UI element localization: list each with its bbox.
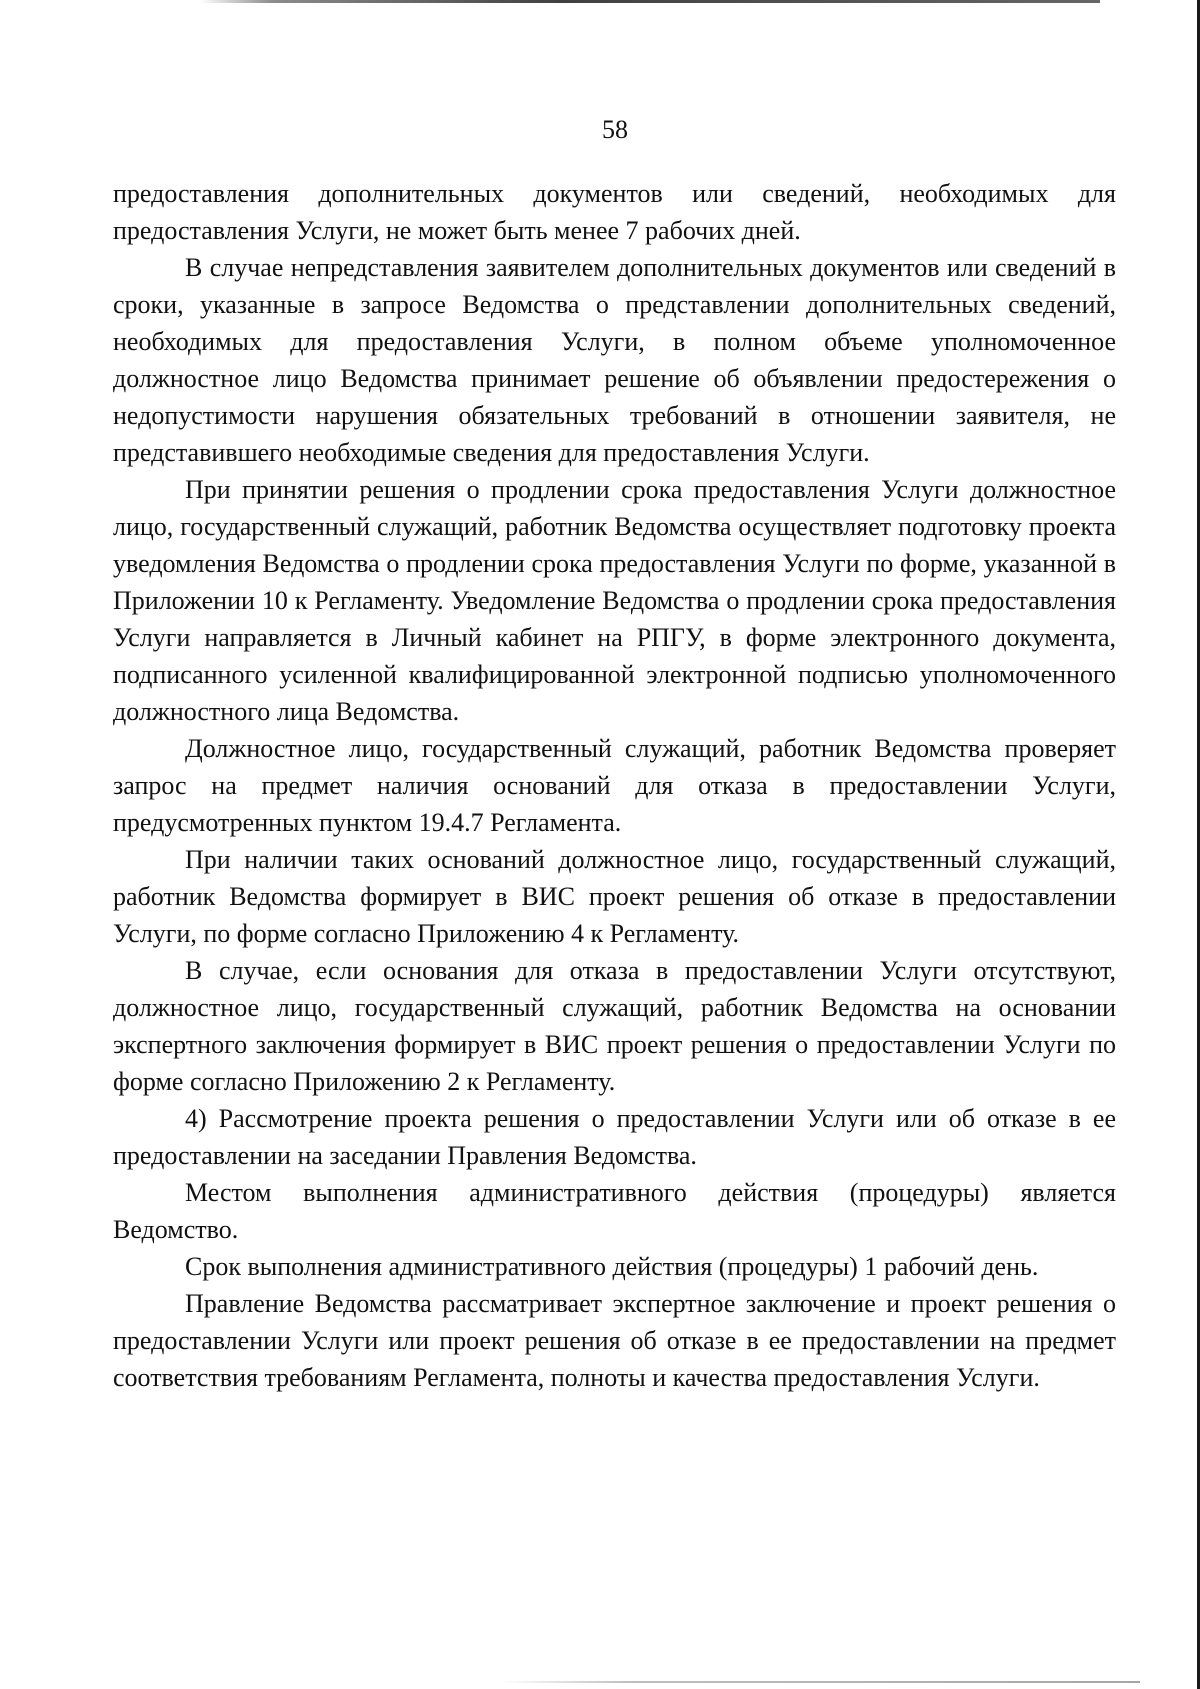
page-number: 58 [602, 115, 628, 144]
paragraph-6: В случае, если основания для отказа в предоставлении Услуги отсутствуют, должностное лицо, государственный служащий, работник Ведомства на основании экспертного заключения формирует в ВИС проект решения о предоставлении Услуги по форме согласно Приложению 2 к Регламенту. [113, 956, 1116, 1096]
document-body [113, 175, 1116, 1396]
paragraph-3: При принятии решения о продлении срока предоставления Услуги должностное лицо, государственный служащий, работник Ведомства осуществляет подготовку проекта уведомления Ведомства о продлении срока предоставления Услуги по форме, указанной в Приложении 10 к Регламенту. Уведомление Ведомства о продлении срока предоставления Услуги направляется в Личный кабинет на РПГУ, в форме электронного документа, подписанного усиленной квалифицированной электронной подписью уполномоченного должностного лица Ведомства. [113, 475, 1116, 726]
paragraph-8: Местом выполнения административного действия (процедуры) является Ведомство. [113, 1178, 1116, 1244]
scan-edge-top [200, 0, 1100, 3]
paragraph-7: 4) Рассмотрение проекта решения о предоставлении Услуги или об отказе в ее предоставлении на заседании Правления Ведомства. [113, 1104, 1116, 1170]
paragraph-5: При наличии таких оснований должностное лицо, государственный служащий, работник Ведомства формирует в ВИС проект решения об отказе в предоставлении Услуги, по форме согласно Приложению 4 к Регламенту. [113, 845, 1116, 948]
scan-edge-bottom [500, 1681, 1140, 1683]
paragraph-4: Должностное лицо, государственный служащий, работник Ведомства проверяет запрос на предмет наличия оснований для отказа в предоставлении Услуги, предусмотренных пунктом 19.4.7 Регламента. [113, 734, 1116, 837]
paragraph-10: Правление Ведомства рассматривает экспертное заключение и проект решения о предоставлении Услуги или проект решения об отказе в ее предоставлении на предмет соответствия требованиям Регламента, полноты и качества предоставления Услуги. [113, 1289, 1116, 1392]
paragraph-9: Срок выполнения административного действия (процедуры) 1 рабочий день. [185, 1252, 1039, 1281]
paragraph-1: предоставления дополнительных документов или сведений, необходимых для предоставления Услуги, не может быть менее 7 рабочих дней. [113, 179, 1116, 245]
paragraph-2: В случае непредставления заявителем дополнительных документов или сведений в сроки, указанные в запросе Ведомства о представлении дополнительных сведений, необходимых для предоставления Услуги, в полном объеме уполномоченное должностное лицо Ведомства принимает решение об объявлении предостережения о недопустимости нарушения обязательных требований в отношении заявителя, не представившего необходимые сведения для предоставления Услуги. [113, 253, 1116, 467]
